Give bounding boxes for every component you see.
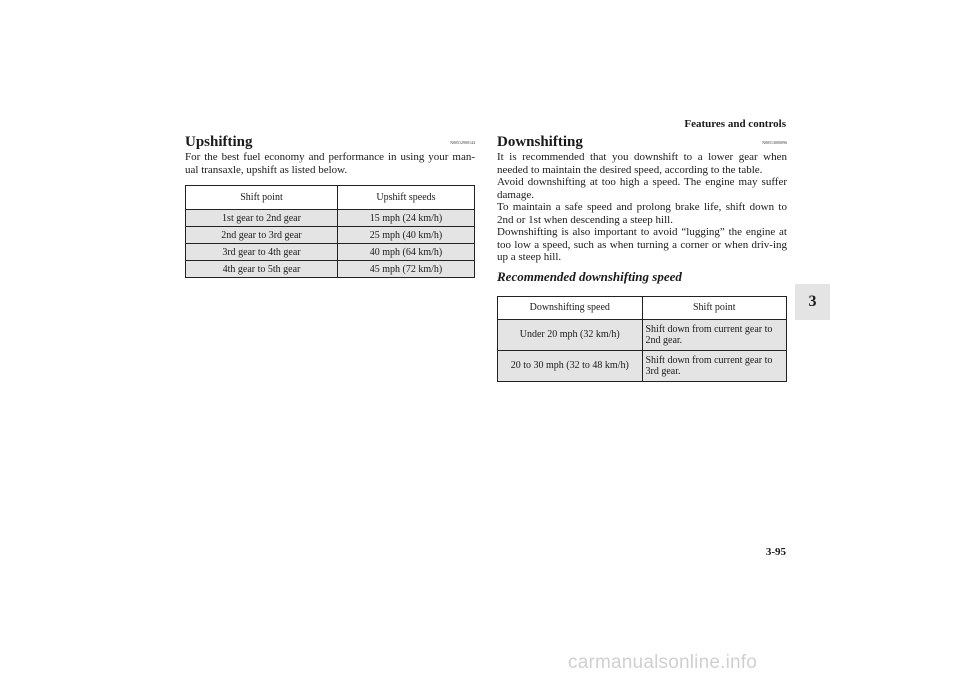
table-row <box>186 244 475 261</box>
table-header: Downshifting speed <box>498 296 643 319</box>
table-cell: 2nd gear to 3rd gear <box>186 227 338 244</box>
chapter-number: 3 <box>808 293 817 310</box>
downshifting-paragraph: Avoid downshifting at too high a speed. The engine may suffer damage. <box>497 176 787 201</box>
page-number: 3-95 <box>765 546 786 558</box>
upshifting-section <box>185 134 475 278</box>
table-header-row <box>186 186 475 210</box>
watermark: carmanualsonline.info <box>568 652 758 673</box>
table-cell: Under 20 mph (32 km/h) <box>498 319 643 350</box>
upshifting-heading <box>185 134 475 151</box>
downshifting-paragraph: To maintain a safe speed and prolong brake life, shift down to 2nd or 1st when descending a steep hill. <box>497 201 787 226</box>
table-cell: Shift down from current gear to 3rd gear. <box>642 350 787 381</box>
downshift-table <box>497 296 787 382</box>
table-header: Shift point <box>186 186 338 210</box>
table-cell: 15 mph (24 km/h) <box>337 210 474 227</box>
table-header: Shift point <box>642 296 787 319</box>
downshifting-paragraph: Downshifting is also important to avoid “lugging” the engine at too low a speed, such as when turning a corner or when driv-ing up a steep hill. <box>497 226 787 263</box>
table-row <box>498 319 787 350</box>
table-row <box>186 261 475 278</box>
chapter-tab <box>795 284 830 320</box>
upshifting-body: For the best fuel economy and performance in using your man-ual transaxle, upshift as listed below. <box>185 151 475 176</box>
section-title: Features and controls <box>684 118 786 130</box>
table-header-row <box>498 296 787 319</box>
downshifting-heading <box>497 134 787 151</box>
table-cell: 4th gear to 5th gear <box>186 261 338 278</box>
upshifting-title: Upshifting <box>185 134 253 150</box>
downshifting-subheading: Recommended downshifting speed <box>497 268 682 284</box>
table-cell: 20 to 30 mph (32 to 48 km/h) <box>498 350 643 381</box>
table-row <box>498 350 787 381</box>
downshifting-section <box>497 134 787 382</box>
downshifting-title: Downshifting <box>497 134 583 150</box>
table-cell: 1st gear to 2nd gear <box>186 210 338 227</box>
table-cell: 3rd gear to 4th gear <box>186 244 338 261</box>
table-row <box>186 210 475 227</box>
downshifting-paragraph: It is recommended that you downshift to a lower gear when needed to maintain the desired speed, according to the table. <box>497 151 787 176</box>
table-cell: 45 mph (72 km/h) <box>337 261 474 278</box>
table-cell: Shift down from current gear to 2nd gear. <box>642 319 787 350</box>
table-header: Upshift speeds <box>337 186 474 210</box>
upshifting-code: N00512900144 <box>450 140 475 145</box>
upshift-table <box>185 185 475 278</box>
table-cell: 25 mph (40 km/h) <box>337 227 474 244</box>
table-cell: 40 mph (64 km/h) <box>337 244 474 261</box>
table-row <box>186 227 475 244</box>
downshifting-code: N00513000096 <box>762 140 787 145</box>
